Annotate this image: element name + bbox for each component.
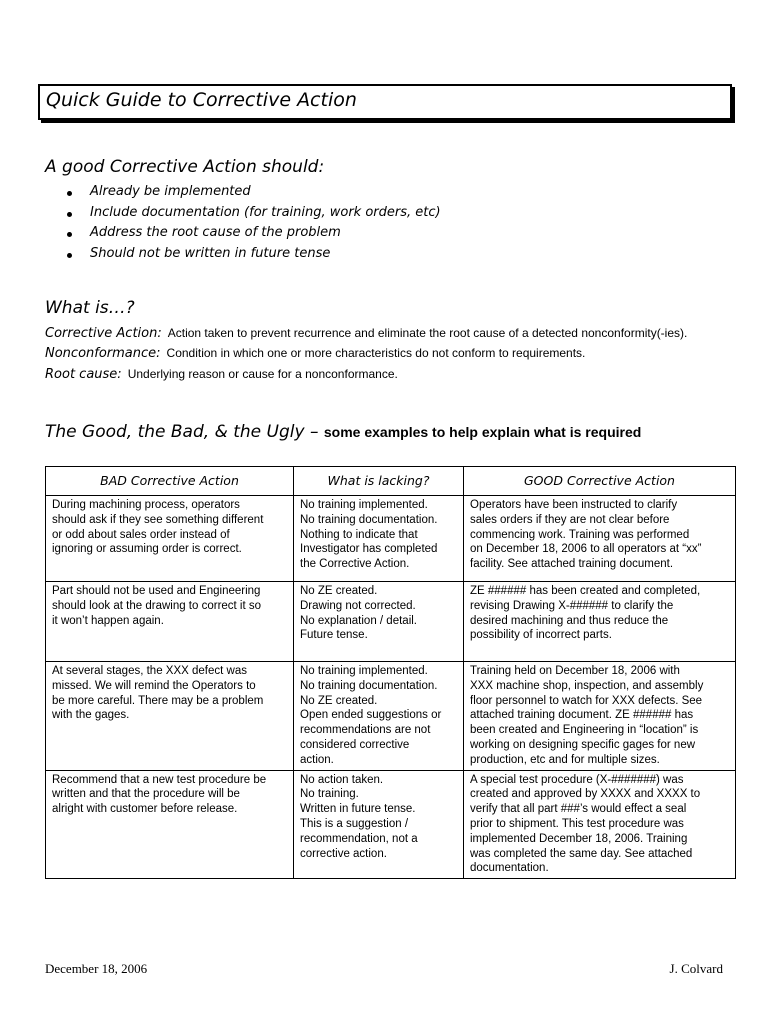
cell-text-line: verify that all part ###’s would effect a seal [470,803,687,816]
definition-text: Action taken to prevent recurrence and eliminate the root cause of a detected nonconformity(-ies). [167,326,688,340]
table-cell-good [464,582,736,662]
cell-text-line: implemented December 18, 2006. Training [470,832,688,845]
good-section-bullets [62,182,441,264]
cell-text-line: Part should not be used and Engineering [52,585,261,597]
cell-text-line: been created and Engineering in “location” is [470,724,699,737]
cell-text-line: be more careful. There may be a problem [52,694,264,707]
cell-text-line: No explanation / detail. [300,614,417,627]
table-cell-good [464,662,736,771]
cell-text-line: should look at the drawing to correct it so [52,599,262,612]
column-header-lacking: What is lacking? [294,467,464,496]
definition-row [45,367,398,382]
definition-term: Corrective Action: [45,326,162,341]
cell-text-line: written and that the procedure will be [52,788,240,801]
table-row [46,496,736,582]
table-row [46,582,736,662]
cell-text-line: Investigator has completed [300,543,438,556]
table-cell-bad [46,582,294,662]
cell-text-line: with the gages. [52,709,130,722]
cell-text-line: No training implemented. [300,499,428,511]
cell-text-line: working on designing specific gages for new [470,738,696,751]
cell-text-line: No action taken. [300,773,384,786]
definition-term: Nonconformance: [45,346,161,361]
cell-text-line: A special test procedure (X-#######) was [470,773,684,786]
definition-text: Underlying reason or cause for a nonconformance. [127,367,398,381]
cell-text-line: At several stages, the XXX defect was [52,665,247,677]
cell-text-line: No ZE created. [300,694,378,707]
table-header-row [46,467,736,496]
list-item: Include documentation (for training, work orders, etc) [62,203,441,224]
table-cell-bad [46,770,294,879]
cell-text-line: the Corrective Action. [300,558,410,571]
cell-text-line: Operators have been instructed to clarify [470,499,678,511]
page-title: Quick Guide to Corrective Action [46,89,357,111]
cell-text-line: it won’t happen again. [52,614,164,627]
cell-text-line: ignoring or assuming order is correct. [52,543,242,556]
cell-text-line: No training. [300,788,359,801]
cell-text-line: floor personnel to watch for XXX defects. See [470,694,703,707]
table-row [46,770,736,879]
table-cell-good [464,496,736,582]
table-row [46,662,736,771]
cell-text-line: recommendations are not [300,724,431,737]
cell-text-line: XXX machine shop, inspection, and assembly [470,679,704,692]
definition-text: Condition in which one or more characteristics do not conform to requirements. [166,346,586,360]
cell-text-line: alright with customer before release. [52,803,238,816]
cell-text-line: Open ended suggestions or [300,709,442,722]
cell-text-line: or odd about sales order instead of [52,528,230,541]
cell-text-line: on December 18, 2006 to all operators at “xx” [470,543,702,556]
cell-text-line: Recommend that a new test procedure be [52,773,267,786]
corrective-action-table [45,466,736,879]
cell-text-line: Drawing not corrected. [300,599,416,612]
what-is-heading: What is…? [45,298,135,318]
cell-text-line: ZE ###### has been created and completed, [470,585,701,597]
cell-text-line: No training documentation. [300,513,438,526]
table-cell-lacking [294,770,464,879]
good-section-heading: A good Corrective Action should: [45,157,325,177]
cell-text-line: Future tense. [300,629,368,642]
cell-text-line: No ZE created. [300,585,378,597]
cell-text-line: recommendation, not a [300,832,418,845]
list-item: Should not be written in future tense [62,244,441,265]
title-box [38,84,732,120]
column-header-good: GOOD Corrective Action [464,467,736,496]
cell-text-line: sales orders if they are not clear before [470,513,670,526]
cell-text-line: production, etc and for multiple sizes. [470,753,660,766]
cell-text-line: was completed the same day. See attached [470,847,693,860]
cell-text-line: desired machining and thus reduce the [470,614,669,627]
cell-text-line: No training documentation. [300,679,438,692]
table-cell-good [464,770,736,879]
cell-text-line: No training implemented. [300,665,428,677]
footer-date: December 18, 2006 [45,961,148,976]
list-item: Already be implemented [62,182,441,203]
table-cell-bad [46,496,294,582]
cell-text-line: considered corrective [300,738,410,751]
cell-text-line: should ask if they see something different [52,513,264,526]
examples-heading-line [45,422,641,442]
definition-row [45,326,687,341]
cell-text-line: facility. See attached training document. [470,558,674,571]
table-cell-bad [46,662,294,771]
examples-subheading: some examples to help explain what is required [323,424,642,440]
cell-text-line: corrective action. [300,847,387,860]
cell-text-line: This is a suggestion / [300,817,409,830]
cell-text-line: Training held on December 18, 2006 with [470,665,680,677]
list-item: Address the root cause of the problem [62,223,441,244]
definition-term: Root cause: [45,367,122,382]
cell-text-line: Nothing to indicate that [300,528,418,541]
examples-heading: The Good, the Bad, & the Ugly [45,422,305,442]
cell-text-line: missed. We will remind the Operators to [52,679,256,692]
table-cell-lacking [294,496,464,582]
table-cell-lacking [294,582,464,662]
cell-text-line: possibility of incorrect parts. [470,629,612,642]
cell-text-line: commencing work. Training was performed [470,528,690,541]
cell-text-line: revising Drawing X-###### to clarify the [470,599,674,612]
footer-author: J. Colvard [669,961,723,976]
cell-text-line: Written in future tense. [300,803,416,816]
cell-text-line: action. [300,753,334,766]
cell-text-line: documentation. [470,862,549,875]
column-header-bad: BAD Corrective Action [46,467,294,496]
table-cell-lacking [294,662,464,771]
definition-row [45,346,585,361]
cell-text-line: During machining process, operators [52,499,240,511]
examples-dash: – [309,422,319,442]
cell-text-line: prior to shipment. This test procedure was [470,817,684,830]
cell-text-line: attached training document. ZE ###### has [470,709,694,722]
cell-text-line: created and approved by XXXX and XXXX to [470,788,701,801]
